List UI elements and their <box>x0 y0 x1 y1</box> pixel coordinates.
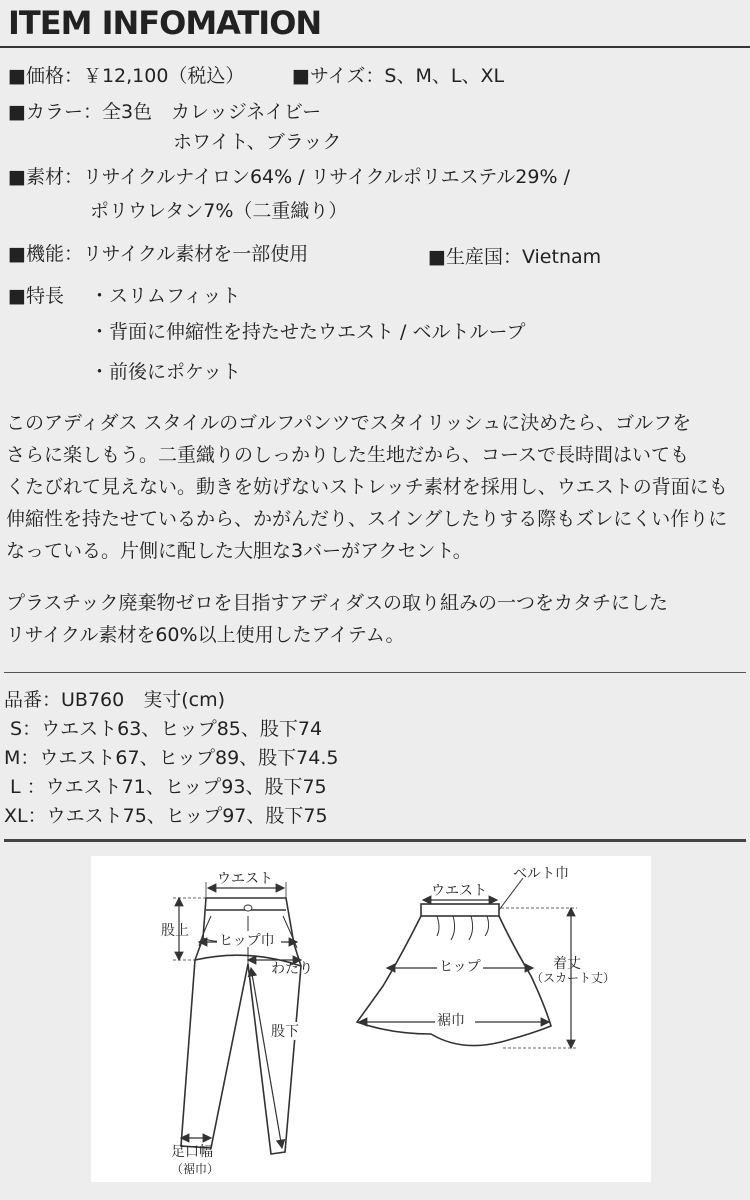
description-paragraph-2 <box>6 587 746 651</box>
title-divider <box>0 46 750 48</box>
spec-price: ■価格：￥12,100（税込） <box>8 65 245 87</box>
pants-waist-label: ウエスト <box>217 871 273 887</box>
size-row-l: L ：ウエスト71、ヒップ93、股下75 <box>4 776 327 798</box>
pants-thigh-label: わたり <box>271 961 313 977</box>
pants-hip-label: ヒップ巾 <box>219 933 275 949</box>
size-row-xl: XL：ウエスト75、ヒップ97、股下75 <box>4 805 328 827</box>
measurement-diagram <box>91 856 651 1182</box>
spec-size: ■サイズ：S、M、L、XL <box>292 65 505 87</box>
spec-origin: ■生産国：Vietnam <box>428 246 602 268</box>
description-line: プラスチック廃棄物ゼロを目指すアディダスの取り組みの一つをカタチにした <box>6 592 668 614</box>
spec-color-cont: ホワイト、ブラック <box>173 131 342 153</box>
description-line: このアディダス スタイルのゴルフパンツでスタイリッシュに決めたら、ゴルフを <box>6 412 692 434</box>
skirt-length-label: 着丈 <box>553 956 581 972</box>
pants-hem-label: 足口幅 <box>171 1144 213 1160</box>
pants-inseam-label: 股下 <box>271 1024 299 1040</box>
size-table-heading: 品番：UB760 実寸(cm) <box>4 689 225 711</box>
pants-rise-label: 股上 <box>161 923 189 939</box>
section-divider <box>4 672 746 673</box>
description-paragraph-1 <box>6 407 746 567</box>
skirt-hem-label: 裾巾 <box>437 1013 465 1029</box>
spec-material: ■素材：リサイクルナイロン64% / リサイクルポリエステル29% / <box>8 166 570 188</box>
description-line: くたびれて見えない。動きを妨げないストレッチ素材を採用し、ウエストの背面にも <box>6 476 728 498</box>
description-line: 伸縮性を持たせているから、かがんだり、スイングしたりする際もズレにくい作りに <box>6 508 728 530</box>
size-row-m: M：ウエスト67、ヒップ89、股下74.5 <box>4 747 339 769</box>
feature-item: ・前後にポケット <box>90 361 242 383</box>
skirt-hip-label: ヒップ <box>439 959 481 975</box>
size-table-divider <box>4 839 746 842</box>
pants-hem-sublabel: （裾巾） <box>171 1162 220 1176</box>
spec-features-label: ■特長 <box>8 285 64 307</box>
skirt-length-sublabel: （スカート丈） <box>531 971 616 985</box>
page-title: ITEM INFOMATION <box>8 4 322 42</box>
feature-item: ・スリムフィット <box>90 285 241 307</box>
spec-material-cont: ポリウレタン7%（二重織り） <box>90 200 348 222</box>
size-row-s: S：ウエスト63、ヒップ85、股下74 <box>4 718 323 740</box>
feature-item: ・背面に伸縮性を持たせたウエスト / ベルトループ <box>90 321 526 343</box>
description-line: リサイクル素材を60%以上使用したアイテム。 <box>6 624 405 646</box>
skirt-waist-label: ウエスト <box>431 883 487 899</box>
size-table <box>4 686 338 831</box>
pants-button-icon <box>244 905 252 911</box>
skirt-belt-label: ベルト巾 <box>513 866 569 882</box>
description-line: さらに楽しもう。二重織りのしっかりした生地だから、コースで長時間はいても <box>6 444 690 466</box>
spec-function: ■機能：リサイクル素材を一部使用 <box>8 243 309 265</box>
spec-color: ■カラー：全3色 カレッジネイビー <box>8 101 322 123</box>
description-line: なっている。片側に配した大胆な3バーがアクセント。 <box>6 540 472 562</box>
